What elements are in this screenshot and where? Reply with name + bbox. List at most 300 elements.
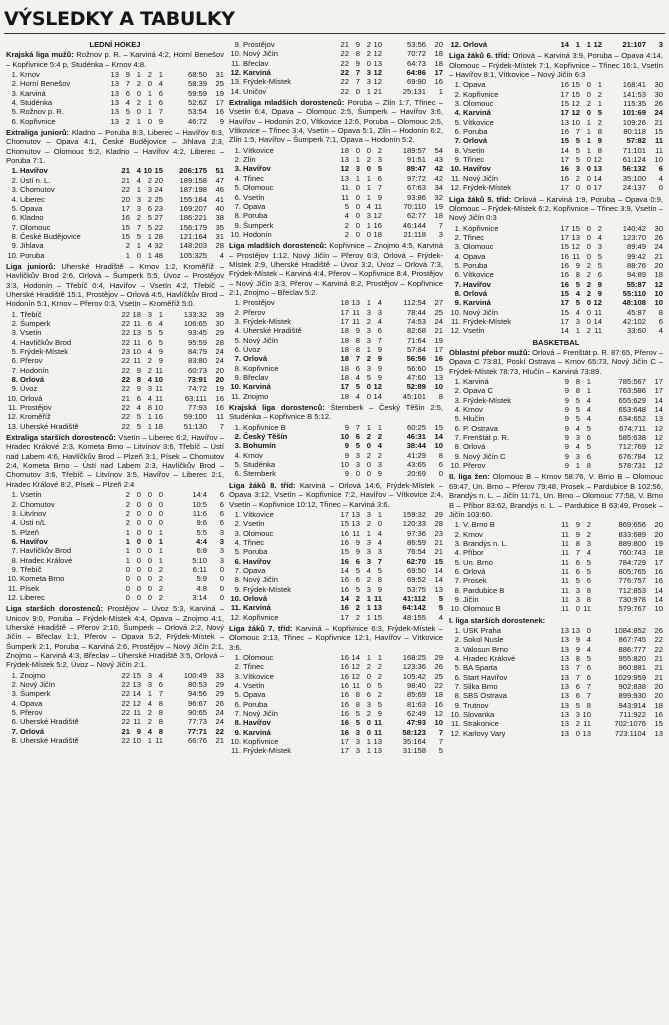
team-cell: Přerov	[20, 356, 43, 366]
team-cell: Jičín	[463, 594, 479, 604]
rank-cell: 9.	[11, 564, 18, 574]
score-cell: 57:84	[406, 345, 426, 354]
table-row	[229, 308, 443, 317]
played-cell: 9	[564, 461, 569, 471]
team-cell: Slovanka	[463, 710, 495, 720]
score-cell: 955:820	[618, 654, 646, 663]
competition-name: Liga mladších dorostenců:	[229, 241, 327, 251]
lost-cell	[591, 663, 602, 672]
points-cell: 19	[434, 335, 443, 345]
table-row	[229, 460, 443, 469]
drawn-cell: 5	[586, 654, 591, 663]
drawn-cell: 11	[583, 719, 591, 729]
won-cell: 7	[355, 422, 360, 432]
won-cell: 4	[136, 166, 141, 176]
points-cell: 16	[434, 354, 443, 364]
rank-cell: 10.	[230, 382, 241, 392]
points-cell: 14	[434, 432, 443, 442]
score-cell: 100:49	[183, 670, 207, 680]
results-paragraph	[229, 481, 443, 509]
table-row	[6, 412, 224, 421]
drawn-cell: 4	[147, 393, 152, 403]
points-cell: 10	[654, 288, 663, 298]
standings-table	[449, 80, 663, 192]
table-row	[449, 558, 663, 567]
points-cell: 16	[654, 576, 663, 586]
lost-cell: 11	[594, 307, 602, 317]
rank-cell: 6.	[234, 192, 241, 202]
lost-cell: 3	[377, 155, 382, 165]
table-row	[6, 689, 224, 698]
team-cell: Karviná	[463, 377, 489, 387]
won-cell: 0	[136, 564, 141, 574]
lost-cell: 8	[158, 698, 163, 708]
won-cell: 7	[136, 222, 141, 232]
score-cell: 77:93	[187, 403, 207, 413]
drawn-cell: 3	[366, 77, 371, 87]
lost-cell: 0	[158, 490, 163, 500]
table-row	[449, 461, 663, 470]
table-row	[229, 183, 443, 192]
team-cell: Olomouc	[243, 183, 274, 193]
drawn-cell: 3	[586, 538, 591, 548]
played-cell: 22	[340, 49, 349, 59]
won-cell: 5	[575, 700, 580, 710]
lost-cell: 7	[158, 107, 163, 117]
team-cell: Orlová	[20, 726, 45, 736]
points-cell: 20	[215, 375, 224, 385]
drawn-cell: 3	[366, 211, 371, 221]
score-cell: 96:67	[187, 698, 207, 708]
team-cell: Opava C	[463, 386, 493, 396]
table-row	[229, 451, 443, 460]
table-row	[229, 326, 443, 335]
won-cell: 1	[575, 461, 580, 471]
score-cell: 81:63	[406, 699, 426, 709]
rank-cell: 4.	[11, 337, 18, 347]
points-cell: 17	[654, 377, 663, 387]
lost-cell: 9	[597, 288, 602, 298]
won-cell: 18	[132, 309, 141, 319]
points-cell: 31	[215, 70, 224, 80]
results-text: Prostějov – Úvoz 5:3, Karviná – Unicov 9:0, Poruba – Frýdek-Místek 4:4, Opava – Znojmo 4:1, Uherské Hradiště – Přerov 2:10, Šumperk – Orlová 2:2, Nový Jičín – Břeclav 1:1, Přerov – Opava 5:2, Frýdek-Místek – Šumperk 2:1, Poruba – Karviná 2:6, Prostějov – Nový Jičín 2:1, Znojmo – Karviná 4:3, Břeclav – Uherské Hradiště 3:5, Orlová – Frýdek-Místek 5:2, Úvoz – Nový Jičín 2:1.	[6, 604, 224, 670]
rank-cell: 9.	[234, 584, 241, 594]
won-cell: 3	[575, 585, 580, 595]
points-cell: 12	[654, 461, 663, 471]
team-cell: Frýdek-Místek	[20, 347, 69, 356]
competition-name: II. liga žen:	[449, 472, 490, 482]
played-cell: 1	[125, 250, 130, 260]
won-cell: 11	[352, 316, 360, 326]
table-row	[229, 174, 443, 183]
table-row	[449, 155, 663, 164]
table-row	[449, 298, 663, 307]
points-cell: 20	[654, 260, 663, 270]
score-cell: 80:118	[623, 127, 646, 137]
table-row	[6, 699, 224, 708]
team-cell: Opava	[20, 698, 43, 708]
won-cell: 5	[575, 155, 580, 165]
score-cell: 58:123	[402, 727, 426, 737]
rank-cell: 9.	[11, 241, 18, 251]
lost-cell: 9	[377, 373, 382, 383]
team-cell: Opava	[243, 690, 266, 700]
table-row	[229, 728, 443, 737]
score-cell: 168:25	[402, 653, 426, 662]
team-cell: Uničov	[243, 86, 267, 96]
won-cell: 6	[355, 363, 360, 373]
table-row	[449, 663, 663, 672]
lost-cell: 4	[158, 318, 163, 328]
drawn-cell: 3	[366, 556, 371, 566]
results-paragraph	[6, 50, 224, 69]
drawn-cell: 3	[147, 670, 152, 680]
points-cell: 51	[215, 166, 224, 176]
score-cell: 5:10	[192, 555, 207, 565]
points-cell: 21	[654, 663, 663, 673]
played-cell: 16	[560, 260, 569, 270]
rank-cell: 9.	[454, 594, 461, 604]
table-row	[449, 691, 663, 700]
won-cell: 3	[575, 316, 580, 326]
rank-cell: 8.	[454, 691, 461, 701]
lost-cell	[591, 595, 602, 604]
table-row	[229, 59, 443, 68]
score-cell: 69:50	[406, 565, 426, 575]
won-cell: 5	[355, 584, 360, 594]
table-row	[229, 690, 443, 699]
score-cell: 206:175	[179, 166, 207, 176]
table-row	[449, 90, 663, 99]
rank-cell: 6.	[11, 717, 18, 727]
team-cell: Karlovy Vary	[463, 728, 506, 738]
score-cell: 53:75	[406, 584, 426, 594]
team-cell: V. Brno B	[463, 520, 495, 530]
lost-cell: 2	[377, 432, 382, 442]
won-cell: 13	[132, 328, 141, 338]
rank-cell: 6.	[454, 270, 461, 280]
team-cell: Šumperk	[20, 318, 51, 328]
rank-cell: 6.	[234, 345, 241, 354]
team-cell: České Budějovice	[20, 231, 81, 241]
won-cell: 15	[571, 80, 580, 90]
table-row	[6, 403, 224, 412]
points-cell: 20	[654, 691, 663, 701]
drawn-cell: 1	[366, 183, 371, 193]
lost-cell: 0	[158, 499, 163, 509]
table-row	[229, 529, 443, 538]
team-cell: Nový Jičín	[243, 49, 279, 59]
rank-cell: 2.	[11, 318, 18, 328]
rank-cell: 2.	[454, 386, 461, 396]
played-cell: 18	[340, 326, 349, 336]
drawn-cell: 2	[136, 79, 141, 89]
table-row	[449, 673, 663, 682]
table-row	[6, 546, 224, 555]
table-row	[449, 261, 663, 270]
lost-cell: 25	[154, 194, 163, 204]
rank-cell: 2.	[234, 519, 241, 529]
won-cell: 4	[125, 98, 130, 108]
score-cell: 6:11	[192, 564, 207, 574]
team-cell: SBS Ostrava	[463, 691, 507, 701]
team-cell: Přerov	[20, 708, 43, 718]
competition-name: Krajská liga mužů:	[6, 50, 74, 60]
score-cell: 90:65	[187, 708, 207, 718]
team-cell: Vítkovice	[243, 145, 274, 155]
played-cell: 22	[121, 337, 130, 347]
drawn-cell: 3	[366, 326, 371, 336]
lost-cell	[591, 520, 602, 529]
results-text: Uherské Hradiště – Krnov 1:2, Kroměříž – Havlíčkův Brod 2:6, Orlová – Šumperk 5:5, Úvoz – Prostějov 3:3, Hodonín – Třebíč 0:4, Havířov – Vsetín 4:2, Třebíč – Uherské Hradiště 15:1, Prostějov – Orlová 4:5, Havlíčkův Brod – Hodonín 5:1, Krnov – Přerov 0:3, Vsetín – Kroměříž 5:0.	[6, 261, 224, 309]
team-cell: Trutnov	[463, 700, 489, 710]
drawn-cell: 0	[586, 625, 591, 635]
rank-cell: 5.	[454, 557, 461, 567]
lost-cell: 12	[373, 49, 382, 59]
table-row	[229, 87, 443, 96]
score-cell: 63:111	[184, 393, 207, 403]
table-row	[6, 79, 224, 88]
rank-cell: 1.	[11, 166, 18, 176]
lost-cell	[591, 377, 602, 386]
played-cell: 0	[125, 564, 130, 574]
played-cell: 13	[110, 116, 119, 126]
won-cell: 0	[355, 86, 360, 96]
drawn-cell: 0	[366, 671, 371, 681]
points-cell: 21	[654, 672, 663, 682]
results-paragraph	[229, 241, 443, 297]
lost-cell: 5	[377, 681, 382, 691]
points-cell: 6	[438, 460, 443, 470]
team-cell: Poruba	[463, 260, 488, 270]
drawn-cell: 1	[366, 612, 371, 622]
team-cell: Olomouc	[243, 528, 274, 538]
table-row	[229, 146, 443, 155]
points-cell: 7	[438, 220, 443, 230]
page-title: VÝSLEDKY A TABULKY	[4, 8, 235, 30]
lost-cell: 8	[158, 717, 163, 727]
played-cell: 16	[560, 270, 569, 280]
table-row	[449, 442, 663, 451]
played-cell: 2	[125, 508, 130, 518]
drawn-cell: 3	[366, 307, 371, 317]
lost-cell: 28	[154, 231, 163, 241]
lost-cell: 8	[597, 145, 602, 155]
played-cell: 15	[121, 222, 130, 232]
lost-cell	[591, 586, 602, 595]
drawn-cell: 0	[366, 460, 371, 470]
played-cell: 22	[121, 412, 130, 422]
played-cell: 17	[560, 232, 569, 242]
points-cell: 9	[219, 116, 224, 126]
points-cell: 24	[654, 242, 663, 252]
results-text: Kladno – Poruba 8:3, Liberec – Havířov 6:3, Chomutov – Opava 4:1, České Budějovice – Jihlava 2:3, Chomutov – Olomouc 5:2, Kladno – Havířov 4:2, Liberec – Poruba 7:1.	[6, 128, 224, 166]
lost-cell: 5	[377, 699, 382, 709]
drawn-cell: 0	[586, 80, 591, 90]
won-cell: 13	[571, 625, 580, 635]
table-row	[6, 528, 224, 537]
team-cell: Karviná	[243, 68, 271, 78]
points-cell: 6	[219, 518, 224, 528]
lost-cell	[591, 719, 602, 728]
rank-cell: 5.	[11, 708, 18, 718]
table-row	[6, 366, 224, 375]
lost-cell: 9	[597, 136, 602, 146]
rank-cell: 8.	[11, 555, 18, 565]
rank-cell: 1.	[454, 80, 461, 90]
team-cell: Havířov	[20, 166, 48, 176]
team-cell: Start Havířov	[463, 672, 508, 682]
score-cell: 123:70	[622, 232, 646, 242]
rank-cell: 3.	[454, 395, 461, 405]
played-cell: 9	[564, 423, 569, 433]
table-row	[229, 202, 443, 211]
played-cell: 16	[340, 727, 349, 737]
drawn-cell: 2	[586, 529, 591, 539]
won-cell: 6	[125, 88, 130, 98]
score-cell: 785:567	[618, 377, 646, 387]
team-cell: Opava	[463, 80, 486, 90]
drawn-cell: 2	[366, 519, 371, 529]
won-cell: 0	[575, 183, 580, 193]
lost-cell: 14	[373, 391, 382, 401]
played-cell: 2	[344, 220, 349, 230]
team-cell: Orlová	[20, 375, 45, 385]
otl-cell: 1	[147, 107, 152, 117]
team-cell: Prostějov	[20, 403, 52, 413]
played-cell: 13	[560, 663, 569, 673]
score-cell: 53:54	[187, 107, 207, 117]
played-cell: 17	[560, 298, 569, 308]
team-cell: Poruba	[243, 547, 268, 557]
table-row	[6, 213, 224, 222]
table-row	[449, 136, 663, 145]
drawn-cell: 0	[586, 251, 591, 261]
drawn-cell: 1	[366, 737, 371, 747]
table-row	[229, 317, 443, 326]
played-cell: 13	[560, 672, 569, 682]
played-cell: 21	[121, 166, 130, 176]
points-cell: 24	[215, 356, 224, 366]
rank-cell: 12.	[230, 68, 241, 78]
results-paragraph	[229, 98, 443, 145]
points-cell: 3	[219, 546, 224, 556]
won-cell: 12	[571, 108, 580, 118]
won-cell: 3	[136, 194, 141, 204]
table-row	[229, 382, 443, 391]
results-text: Karviná – Orlová 14:6, Frýdek-Místek – Opava 3:12, Vsetín – Kopřivnice 7:2, Havířov – Vítkovice 2:4, Vsetín – Kopřivnice 10:12, Třinec – Karviná 3:6.	[229, 480, 443, 509]
column-2	[229, 40, 443, 758]
played-cell: 2	[125, 499, 130, 509]
played-cell: 17	[340, 382, 349, 392]
rank-cell: 9.	[454, 451, 461, 461]
team-cell: Rožnov p. R.	[20, 107, 64, 117]
drawn-cell: 0	[366, 145, 371, 155]
score-cell: 121:164	[179, 231, 207, 241]
points-cell: 26	[654, 625, 663, 635]
score-cell: 51:130	[183, 421, 207, 431]
rank-cell: 2.	[454, 529, 461, 539]
team-cell: Vsetín	[463, 326, 485, 336]
rank-cell: 9.	[454, 298, 461, 308]
score-cell: 62:70	[406, 556, 426, 566]
team-cell: Sokol Nusle	[463, 635, 504, 645]
lost-cell	[591, 530, 602, 539]
lost-cell: 9	[377, 354, 382, 364]
rank-cell: 8.	[454, 145, 461, 155]
lost-cell: 15	[373, 612, 382, 622]
team-cell: Nový Jičín	[243, 709, 279, 719]
points-cell: 5	[438, 593, 443, 603]
standings-table	[449, 224, 663, 336]
won-cell: 4	[355, 391, 360, 401]
rank-cell: 1.	[11, 70, 18, 80]
rank-cell: 4.	[11, 518, 18, 528]
drawn-cell: 0	[586, 173, 591, 183]
lost-cell: 0	[158, 518, 163, 528]
score-cell: 47:93	[406, 718, 426, 728]
rank-cell: 3.	[234, 441, 241, 451]
drawn-cell: 4	[366, 565, 371, 575]
played-cell: 13	[560, 728, 569, 738]
played-cell: 18	[340, 335, 349, 345]
team-cell: Nový Jičín	[463, 173, 499, 183]
points-cell: 24	[215, 347, 224, 356]
score-cell: 5:5	[196, 527, 207, 537]
rank-cell: 12.	[7, 592, 18, 602]
team-cell: Olomouc	[463, 242, 494, 252]
points-cell: 47	[215, 175, 224, 185]
lost-cell: 11	[373, 593, 382, 603]
score-cell: 712:769	[618, 442, 646, 452]
drawn-cell: 3	[366, 584, 371, 594]
lost-cell: 5	[158, 337, 163, 347]
team-cell: Uherské Hradiště	[20, 717, 79, 727]
table-row	[229, 221, 443, 230]
rank-cell: 2.	[11, 680, 18, 690]
results-paragraph	[449, 51, 663, 79]
won-cell: 0	[136, 536, 141, 546]
table-row	[229, 672, 443, 681]
played-cell: 21	[121, 726, 130, 736]
score-cell: 70:110	[403, 201, 426, 211]
won-cell: 0	[136, 583, 141, 593]
won-cell: 3	[355, 727, 360, 737]
lost-cell: 9	[377, 709, 382, 719]
column-1	[6, 40, 224, 747]
played-cell: 1	[125, 555, 130, 565]
team-cell: Kopřivnice	[243, 737, 279, 747]
team-cell: Krnov	[463, 405, 483, 415]
drawn-cell: 0	[586, 307, 591, 317]
drawn-cell: 4	[147, 241, 152, 251]
drawn-cell: 1	[586, 386, 591, 396]
table-row	[229, 575, 443, 584]
team-cell: Prostějov	[243, 298, 275, 308]
lost-cell: 11	[373, 718, 382, 728]
table-row	[229, 49, 443, 58]
team-cell: BA Sparta	[463, 663, 498, 673]
points-cell: 11	[655, 145, 663, 155]
points-cell: 14	[654, 585, 663, 595]
table-row	[229, 298, 443, 307]
results-paragraph	[449, 472, 663, 519]
points-cell: 21	[215, 736, 224, 746]
table-row	[449, 548, 663, 557]
won-cell: 1	[136, 241, 141, 251]
lost-cell: 8	[597, 127, 602, 137]
score-cell: 89:47	[406, 164, 426, 174]
